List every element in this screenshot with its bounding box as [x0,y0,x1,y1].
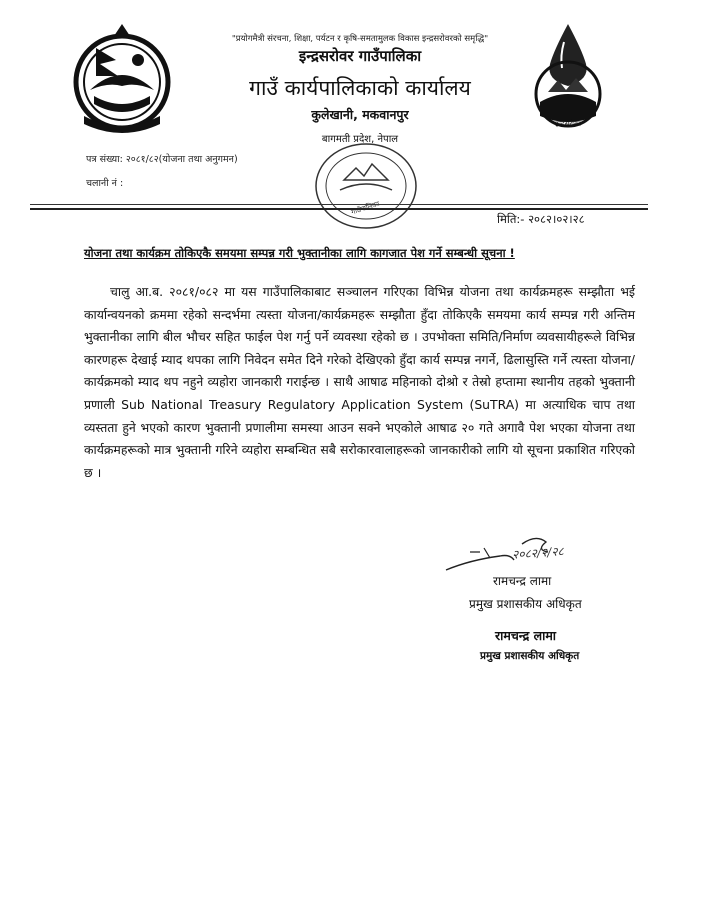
svg-text:इन्द्रसरोवर: इन्द्रसरोवर [555,120,581,128]
header-rule-thin [30,204,648,205]
handwritten-date: २०८२/२/२८ [511,544,565,562]
office-name: गाउँ कार्यपालिकाको कार्यालय [249,76,471,100]
letter-number: पत्र संख्या: २०८१/८२(योजना तथा अनुगमन) [86,154,238,165]
notice-body [84,281,635,484]
municipality-name: इन्द्रसरोवर गाउँपालिका [298,47,422,65]
signatory-title-handwritten: प्रमुख प्रशासकीय अधिकृत [469,597,582,611]
signatory-name-handwritten: रामचन्द्र लामा [493,574,552,588]
signatory-title-stamp: प्रमुख प्रशासकीय अधिकृत [480,650,580,662]
province-country: बागमती प्रदेश, नेपाल [321,134,399,145]
dispatch-number: चलानी नं : [86,178,124,189]
office-location: कुलेखानी, मकवानपुर [311,107,409,122]
notice-subject: योजना तथा कार्यक्रम तोकिएकै समयमा सम्पन्न गरी भुक्तानीका लागि कागजात पेश गर्ने सम्बन्धी सूचना ! [84,246,515,260]
tagline: "प्रयोगमैत्री संरचना, शिक्षा, पर्यटन र कृषि-समतामुलक विकास इन्द्रसरोवरको समृद्धि" [231,34,489,44]
svg-text:गाउँपालिका: गाउँपालिका [350,199,381,217]
office-seal-stamp [310,140,422,232]
body-paragraph: चालु आ.ब. २०८१/०८२ मा यस गाउँपालिकाबाट सञ्चालन गरिएका विभिन्न योजना तथा कार्यक्रमहरू सम्झौता भई कार्यान्वयनको क्रममा रहेको सन्दर्भमा त्यस्ता योजना/कार्यक्रमहरू सम्झौता हुँदा तोकिएकै समयमा कार्य सम्पन्न गरी अन्तिम भुक्तानीका लागि बील भौचर सहित फाईल पेश गर्नु पर्ने व्यवस्था रहेको छ । उपभोक्ता समिति/निर्माण व्यवसायीहरूले विभिन्न कारणहरू देखाई म्याद थपका लागि निवेदन समेत दिने गरेको देखिएको हुँदा कार्य सम्पन्न नगर्ने, ढिलासुस्ति गर्ने त्यस्ता योजना/कार्यक्रमको म्याद थप नहुने व्यहोरा जानकारी गराईन्छ । साथै आषाढ महिनाको दोश्रो र तेस्रो हप्तामा स्थानीय तहको भुक्तानी प्रणाली Sub National Treasury Regulatory Application System (SuTRA) मा अत्याधिक चाप तथा व्यस्तता हुने भएको कारण भुक्तानी प्रणालीमा समस्या आउन सक्ने भएकोले आषाढ २० गते अगावै पेश भएका योजना तथा कार्यक्रमहरूको मात्र भुक्तानी गरिने व्यहोरा सम्बन्धित सबै सरोकारवालाहरूको जानकारीको लागि यो सूचना प्रकाशित गरिएको छ । [84,284,635,480]
letter-date: मिति:- २०८२।०२।२८ [497,212,585,226]
signatory-name-stamp: रामचन्द्र लामा [495,628,557,643]
header-rule-thick [30,208,648,210]
